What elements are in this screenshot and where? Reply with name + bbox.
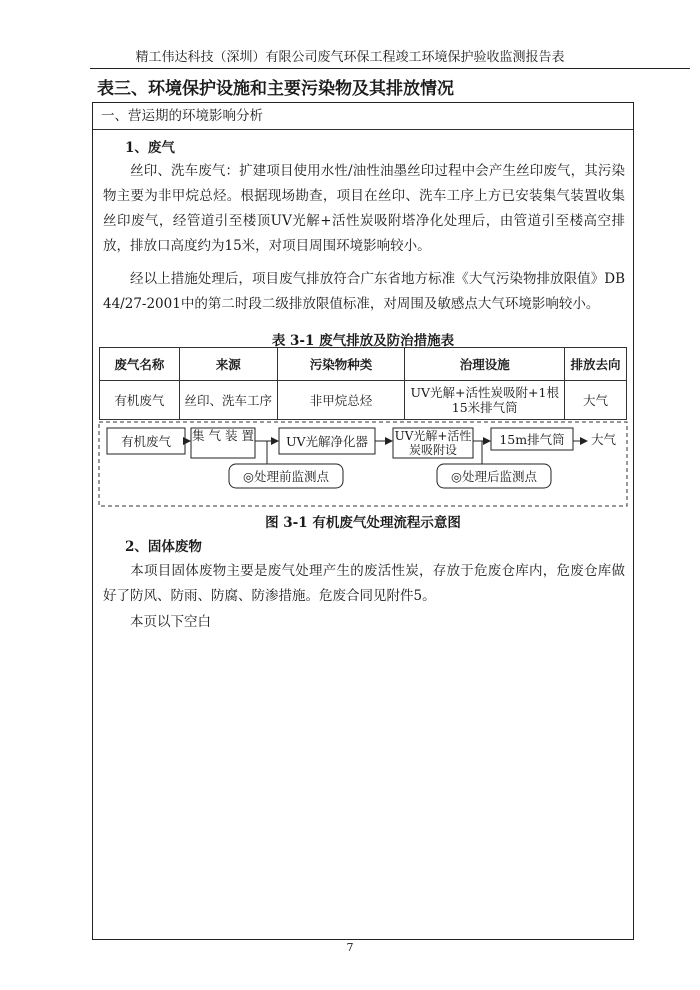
header-cell: 治理设施 <box>405 348 565 381</box>
blank-notice: 本页以下空白 <box>130 614 211 630</box>
subsection-title: 一、营运期的环境影响分析 <box>93 103 633 130</box>
figure-caption: 图 3-1 有机废气处理流程示意图 <box>265 515 461 531</box>
flow-node-label: 有机废气 <box>120 434 172 449</box>
section-title: 表三、环境保护设施和主要污染物及其排放情况 <box>97 79 454 99</box>
content-frame <box>92 102 634 940</box>
waste-gas-paragraph-1: 丝印、洗车废气：扩建项目使用水性/油性油墨丝印过程中会产生丝印废气，其污染物主要为非甲烷总烃。根据现场勘查，项目在丝印、洗车工序上方已安装集气装置收集丝印废气，经管道引至楼顶UV光解+活性炭吸附塔净化处理后，由管道引至楼高空排放，排放口高度约为15米，对项目周围环境影响较小。 <box>103 163 625 254</box>
table-cell: UV光解+活性炭吸附+1根15米排气筒 <box>405 381 565 420</box>
flow-node-label: 集 气 装 置 <box>192 428 254 443</box>
header-cell: 污染物种类 <box>277 348 405 381</box>
table-cell: 有机废气 <box>100 381 180 420</box>
emission-table <box>99 347 627 420</box>
flow-node-label: UV光解+活性炭吸附设 <box>394 429 472 457</box>
solid-waste-paragraph: 本项目固体废物主要是废气处理产生的废活性炭，存放于危废仓库内，危废仓库做好了防风、防雨、防腐、防渗措施。危废合同见附件5。 <box>103 563 625 604</box>
table-cell: 大气 <box>565 381 627 420</box>
table-caption: 表 3-1 废气排放及防治措施表 <box>271 333 455 349</box>
monitor-before-label: ◎处理前监测点 <box>243 469 329 484</box>
monitor-after-label: ◎处理后监测点 <box>451 469 537 484</box>
page-number: 7 <box>346 941 354 954</box>
flow-node-label: 大气 <box>591 432 617 447</box>
table-header-row <box>100 348 627 381</box>
page-header: 精工伟达科技（深圳）有限公司废气环保工程竣工环境保护验收监测报告表 <box>135 50 565 65</box>
table-cell: 非甲烷总烃 <box>277 381 405 420</box>
waste-gas-paragraph-2: 经以上措施处理后，项目废气排放符合广东省地方标准《大气污染物排放限值》DB 44/27-2001中的第二时段二级排放限值标准，对周围及敏感点大气环境影响较小。 <box>103 271 625 312</box>
header-cell: 来源 <box>179 348 277 381</box>
solid-waste-heading: 2、固体废物 <box>125 539 202 555</box>
header-rule <box>90 68 690 69</box>
flow-node-label: UV光解净化器 <box>285 434 369 449</box>
header-cell: 排放去向 <box>565 348 627 381</box>
table-cell: 丝印、洗车工序 <box>179 381 277 420</box>
header-cell: 废气名称 <box>100 348 180 381</box>
waste-gas-heading: 1、废气 <box>125 140 175 156</box>
flow-node-label: 15m排气筒 <box>499 432 565 447</box>
table-row <box>100 381 627 420</box>
